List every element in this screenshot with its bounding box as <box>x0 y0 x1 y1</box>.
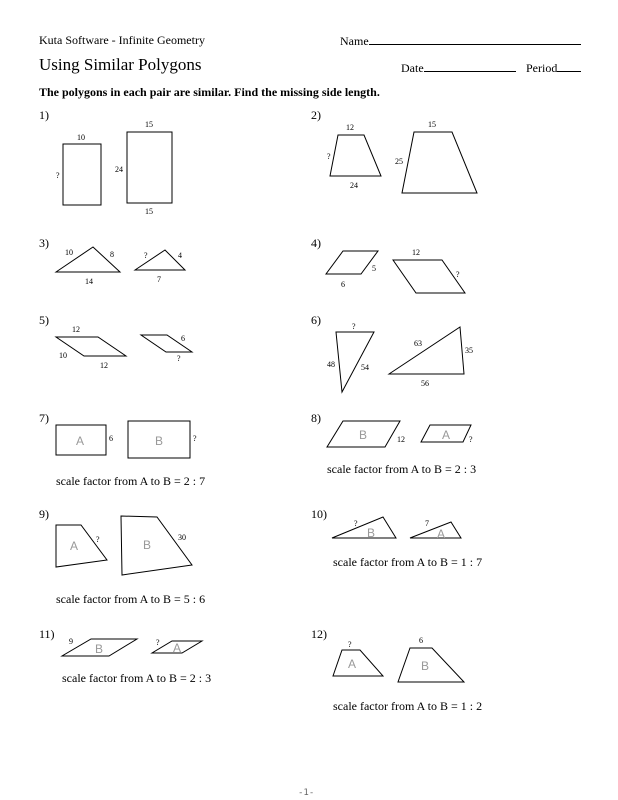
problem-9-figures <box>56 516 192 575</box>
side-label: ? <box>144 251 148 260</box>
problem-number-2: 2) <box>311 108 321 122</box>
side-label: 10 <box>77 133 85 142</box>
side-label: 24 <box>350 181 358 190</box>
side-label: ? <box>354 519 358 528</box>
shape-label-a: A <box>437 527 446 541</box>
side-label: 7 <box>157 275 161 284</box>
side-label: 63 <box>414 339 422 348</box>
scale-factor-10: scale factor from A to B = 1 : 7 <box>333 555 483 569</box>
side-label: 10 <box>65 248 73 257</box>
scale-factor-7: scale factor from A to B = 2 : 7 <box>56 474 206 488</box>
problem-1-figures <box>56 120 172 216</box>
problem-number-9: 9) <box>39 507 49 521</box>
problem-7-figures <box>56 421 197 458</box>
side-label: ? <box>456 270 460 279</box>
side-label: ? <box>177 354 181 363</box>
side-label: 15 <box>145 120 153 129</box>
side-label: 25 <box>395 157 403 166</box>
side-label: ? <box>56 171 60 180</box>
side-label: ? <box>156 638 160 647</box>
side-label: 5 <box>372 264 376 273</box>
side-label: ? <box>193 434 197 443</box>
page-number: -1- <box>298 788 315 798</box>
side-label: 6 <box>419 636 423 645</box>
problem-number-4: 4) <box>311 236 321 250</box>
scale-factor-12: scale factor from A to B = 1 : 2 <box>333 699 483 713</box>
scale-factor-11: scale factor from A to B = 2 : 3 <box>62 671 212 685</box>
side-label: ? <box>469 435 473 444</box>
quadrilateral-b <box>121 516 192 575</box>
problem-number-5: 5) <box>39 313 49 327</box>
name-label: Name <box>340 34 369 48</box>
side-label: 14 <box>85 277 93 286</box>
side-label: 12 <box>72 325 80 334</box>
triangle-large <box>389 327 464 374</box>
side-label: 35 <box>465 346 473 355</box>
side-label: ? <box>96 535 100 544</box>
side-label: 56 <box>421 379 429 388</box>
shape-label-b: B <box>155 434 164 448</box>
triangle-small <box>336 332 374 392</box>
parallelogram-large <box>393 260 465 293</box>
side-label: 6 <box>181 334 185 343</box>
side-label: 24 <box>115 165 123 174</box>
side-label: 12 <box>412 248 420 257</box>
triangle-a <box>410 522 461 538</box>
problem-5-figures <box>56 325 192 370</box>
scale-factor-8: scale factor from A to B = 2 : 3 <box>327 462 477 476</box>
problem-8-figures <box>327 421 473 447</box>
side-label: 48 <box>327 360 335 369</box>
side-label: 8 <box>110 250 114 259</box>
shape-label-a: A <box>70 539 79 553</box>
side-label: 30 <box>178 533 186 542</box>
publisher-text: Kuta Software - Infinite Geometry <box>39 33 205 47</box>
problem-3-figures <box>56 247 185 286</box>
shape-label-b: B <box>95 642 104 656</box>
side-label: 6 <box>109 434 113 443</box>
shape-label-b: B <box>367 526 376 540</box>
period-label: Period <box>526 61 558 75</box>
instructions: The polygons in each pair are similar. Find the missing side length. <box>39 85 380 99</box>
scale-factor-9: scale factor from A to B = 5 : 6 <box>56 592 206 606</box>
side-label: 10 <box>59 351 67 360</box>
side-label: 12 <box>346 123 354 132</box>
problem-11-figures <box>62 637 202 656</box>
side-label: ? <box>327 152 331 161</box>
problem-4-figures <box>326 248 465 293</box>
side-label: 12 <box>397 435 405 444</box>
problem-10-figures <box>332 517 461 541</box>
shape-label-a: A <box>76 434 85 448</box>
trapezoid-b <box>398 648 464 682</box>
shape-label-b: B <box>421 659 430 673</box>
problem-number-10: 10) <box>311 507 327 521</box>
rectangle-small <box>63 144 101 205</box>
trapezoid-small <box>330 135 381 176</box>
side-label: 54 <box>361 363 369 372</box>
problem-6-figures <box>327 322 473 392</box>
shape-label-a: A <box>173 641 182 655</box>
shape-label-b: B <box>143 538 152 552</box>
shape-label-b: B <box>359 428 368 442</box>
side-label: 6 <box>341 280 345 289</box>
trapezoid-a <box>333 650 383 676</box>
parallelogram-small <box>326 251 378 274</box>
side-label: 4 <box>178 251 182 260</box>
shape-label-a: A <box>442 428 451 442</box>
problem-number-8: 8) <box>311 411 321 425</box>
side-label: 7 <box>425 519 429 528</box>
quadrilateral-a <box>56 525 107 567</box>
problem-2-figures <box>327 120 477 193</box>
problem-number-12: 12) <box>311 627 327 641</box>
problem-12-figures <box>333 636 464 682</box>
trapezoid-large <box>402 132 477 193</box>
shape-label-a: A <box>348 657 357 671</box>
problem-number-1: 1) <box>39 108 49 122</box>
problem-number-11: 11) <box>39 627 55 641</box>
side-label: 12 <box>100 361 108 370</box>
date-label: Date <box>401 61 424 75</box>
problem-number-3: 3) <box>39 236 49 250</box>
problem-number-6: 6) <box>311 313 321 327</box>
rectangle-large <box>127 132 172 203</box>
side-label: 15 <box>428 120 436 129</box>
side-label: 15 <box>145 207 153 216</box>
worksheet-title: Using Similar Polygons <box>39 55 202 74</box>
side-label: ? <box>348 640 352 649</box>
side-label: ? <box>352 322 356 331</box>
triangle-b <box>332 517 396 538</box>
side-label: 9 <box>69 637 73 646</box>
problem-number-7: 7) <box>39 411 49 425</box>
